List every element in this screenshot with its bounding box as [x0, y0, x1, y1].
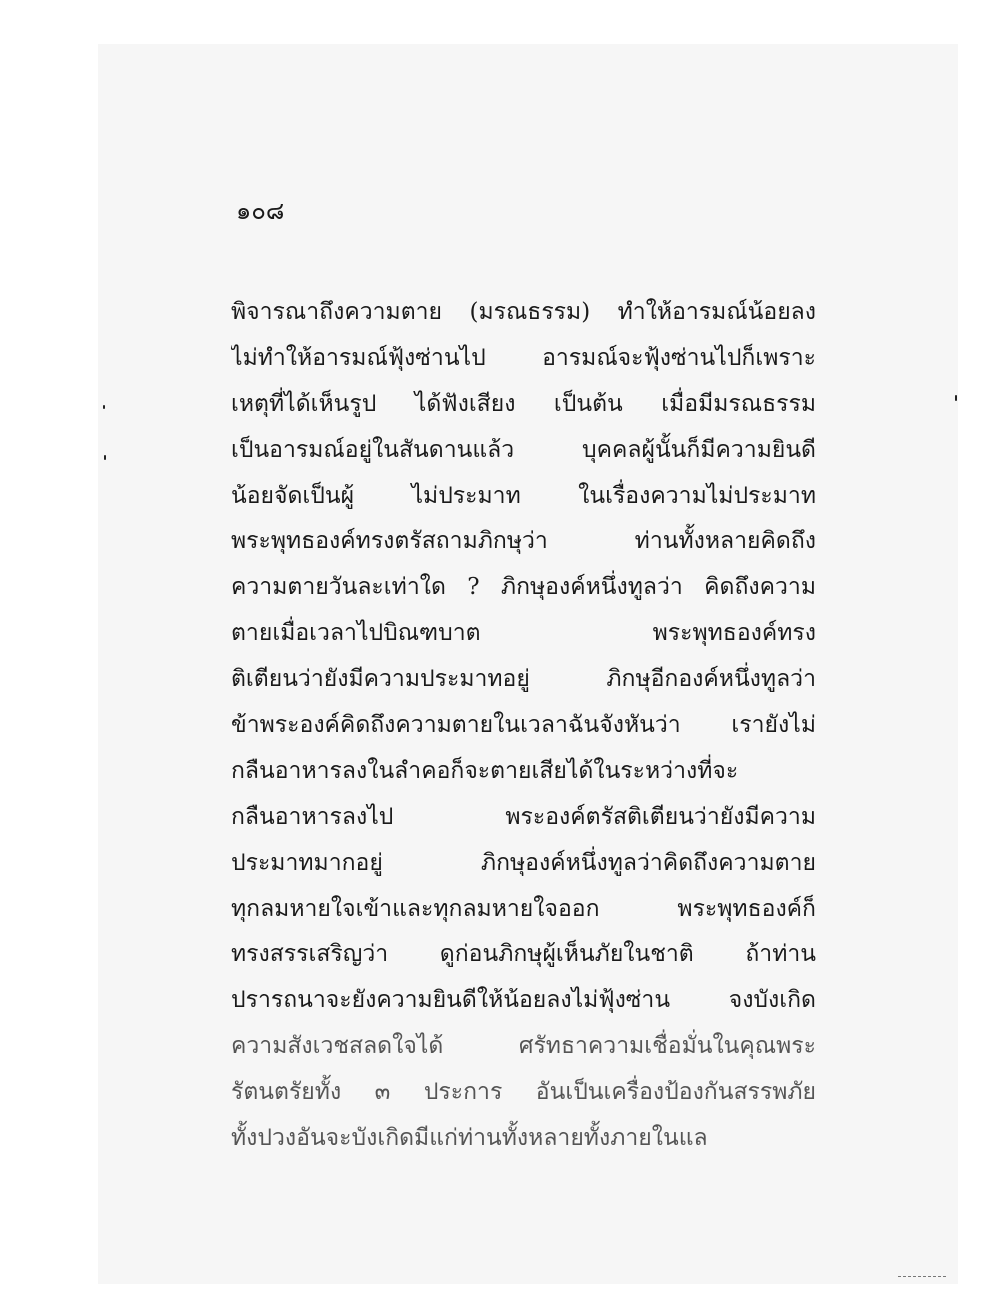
text-line: ทั้งปวงอันจะบังเกิดมีแก่ท่านทั้งหลายทั้งภายในแล [231, 1125, 708, 1152]
text-line: รัตนตรัยทั้ง ๓ ประการ อันเป็นเครื่องป้องกันสรรพภัย [231, 1079, 816, 1106]
text-line: กลืนอาหารลงในลำคอก็จะตายเสียได้ในระหว่างที่จะ [231, 757, 739, 784]
text-line: น้อยจัดเป็นผู้ ไม่ประมาท ในเรื่องความไม่ประมาท [231, 482, 816, 509]
text-line: ปรารถนาจะยังความยินดีให้น้อยลงไม่ฟุ้งซ่าน จงบังเกิด [231, 987, 816, 1014]
scan-artifact [898, 1272, 946, 1277]
text-line: ติเตียนว่ายังมีความประมาทอยู่ ภิกษุอีกองค์หนึ่งทูลว่า [231, 666, 816, 693]
text-line: ตายเมื่อเวลาไปบิณฑบาต พระพุทธองค์ทรง [231, 620, 816, 647]
text-line: ทุกลมหายใจเข้าและทุกลมหายใจออก พระพุทธองค์ก็ [231, 895, 816, 922]
text-line: กลืนอาหารลงไป พระองค์ตรัสติเตียนว่ายังมีความ [231, 803, 816, 830]
text-line: ความสังเวชสลดใจได้ ศรัทธาความเชื่อมั่นในคุณพระ [231, 1033, 816, 1060]
text-line: ทรงสรรเสริญว่า ดูก่อนภิกษุผู้เห็นภัยในชาติ ถ้าท่าน [231, 941, 816, 968]
scan-speck [955, 395, 957, 401]
text-line: เหตุที่ได้เห็นรูป ได้ฟังเสียง เป็นต้น เมื่อมีมรณธรรม [231, 390, 816, 417]
text-line: ไม่ทำให้อารมณ์ฟุ้งซ่านไป อารมณ์จะฟุ้งซ่านไปก็เพราะ [231, 344, 816, 371]
text-line: ประมาทมากอยู่ ภิกษุองค์หนึ่งทูลว่าคิดถึงความตาย [231, 849, 816, 876]
text-line: ข้าพระองค์คิดถึงความตายในเวลาฉันจังหันว่า เรายังไม่ [231, 712, 816, 739]
body-text [231, 290, 816, 1162]
page-number: ๑๐๘ [236, 197, 285, 225]
text-line: พิจารณาถึงความตาย (มรณธรรม) ทำให้อารมณ์น้อยลง [231, 299, 816, 325]
scan-speck [103, 405, 105, 409]
text-line: ความตายวันละเท่าใด ? ภิกษุองค์หนึ่งทูลว่า คิดถึงความ [231, 574, 816, 601]
text-line: พระพุทธองค์ทรงตรัสถามภิกษุว่า ท่านทั้งหลายคิดถึง [231, 528, 816, 555]
text-line: เป็นอารมณ์อยู่ในสันดานแล้ว บุคคลผู้นั้นก็มีความยินดี [231, 436, 816, 463]
scan-speck [104, 455, 106, 460]
